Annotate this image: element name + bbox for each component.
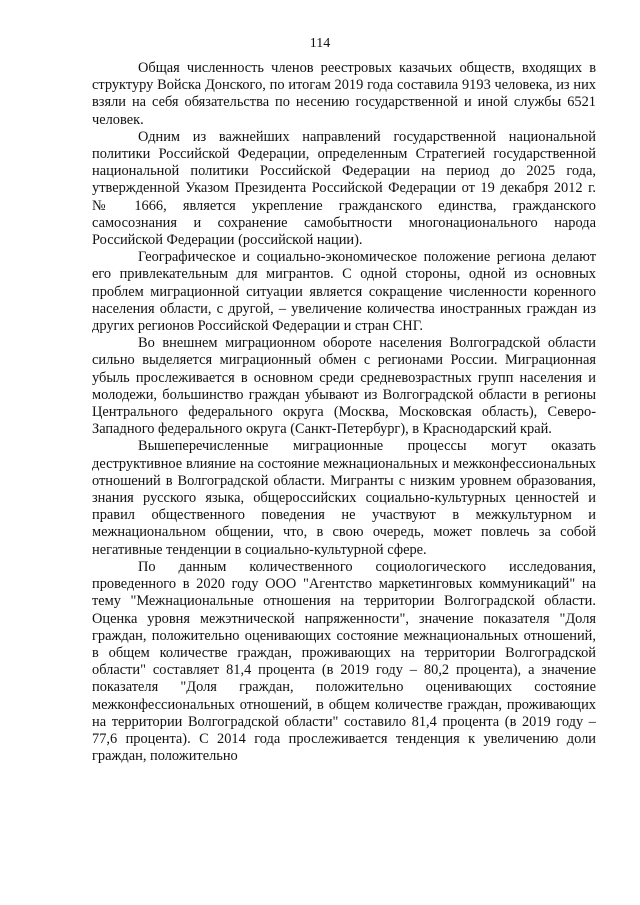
paragraph: По данным количественного социологического исследования, проведенного в 2020 году ООО "Агентство маркетинговых коммуникаций" на тему "Межнациональные отношения на территории Волгоградской области. Оценка уровня межэтнической напряженности", значение показателя "Доля граждан, положительно оценивающих состояние межнациональных отношений, в общем количестве граждан, проживающих на территории Волгоградской области" составляет 81,4 процента (в 2019 году – 80,2 процента), а значение показателя "Доля граждан, положительно оценивающих состояние межконфессиональных отношений, в общем количестве граждан, проживающих на территории Волгоградской области" составило 81,4 процента (в 2019 году – 77,6 процента). С 2014 года прослеживается тенденция к увеличению доли граждан, положительно: [92, 558, 596, 765]
paragraph: Вышеперечисленные миграционные процессы могут оказать деструктивное влияние на состояние межнациональных и межконфессиональных отношений в Волгоградской области. Мигранты с низким уровнем образования, знания русского языка, общероссийских социально-культурных ценностей и правил общественного поведения не участвуют в межкультурном и межнациональном общении, что, в свою очередь, может повлечь за собой негативные тенденции в социально-культурной сфере.: [92, 438, 596, 558]
paragraph: Одним из важнейших направлений государственной национальной политики Российской Федерации, определенным Стратегией государственной национальной политики Российской Федерации на период до 2025 года, утвержденной Указом Президента Российской Федерации от 19 декабря 2012 г. № 1666, является укрепление гражданского единства, гражданского самосознания и сохранение самобытности многонационального народа Российской Федерации (российской нации).: [92, 128, 596, 249]
paragraph: Во внешнем миграционном обороте населения Волгоградской области сильно выделяется миграционный обмен с регионами России. Миграционная убыль прослеживается в основном среди средневозрастных групп населения и молодежи, большинство граждан убывают из Волгоградской области в регионы Центрального федерального округа (Москва, Московская область), Северо-Западного федерального округа (Санкт-Петербург), в Краснодарский край.: [92, 335, 596, 438]
page-number: 114: [309, 36, 331, 51]
paragraph: Географическое и социально-экономическое положение региона делают его привлекательным для мигрантов. С одной стороны, одной из основных проблем миграционной ситуации является сокращение численности коренного населения области, с другой, – увеличение количества иностранных граждан из других регионов Российской Федерации и стран СНГ.: [92, 249, 596, 335]
paragraph: Общая численность членов реестровых казачьих обществ, входящих в структуру Войска Донского, по итогам 2019 года составила 9193 человека, из них взяли на себя обязательства по несению государственной и иной службы 6521 человек.: [92, 60, 596, 128]
body-text: [92, 60, 596, 765]
